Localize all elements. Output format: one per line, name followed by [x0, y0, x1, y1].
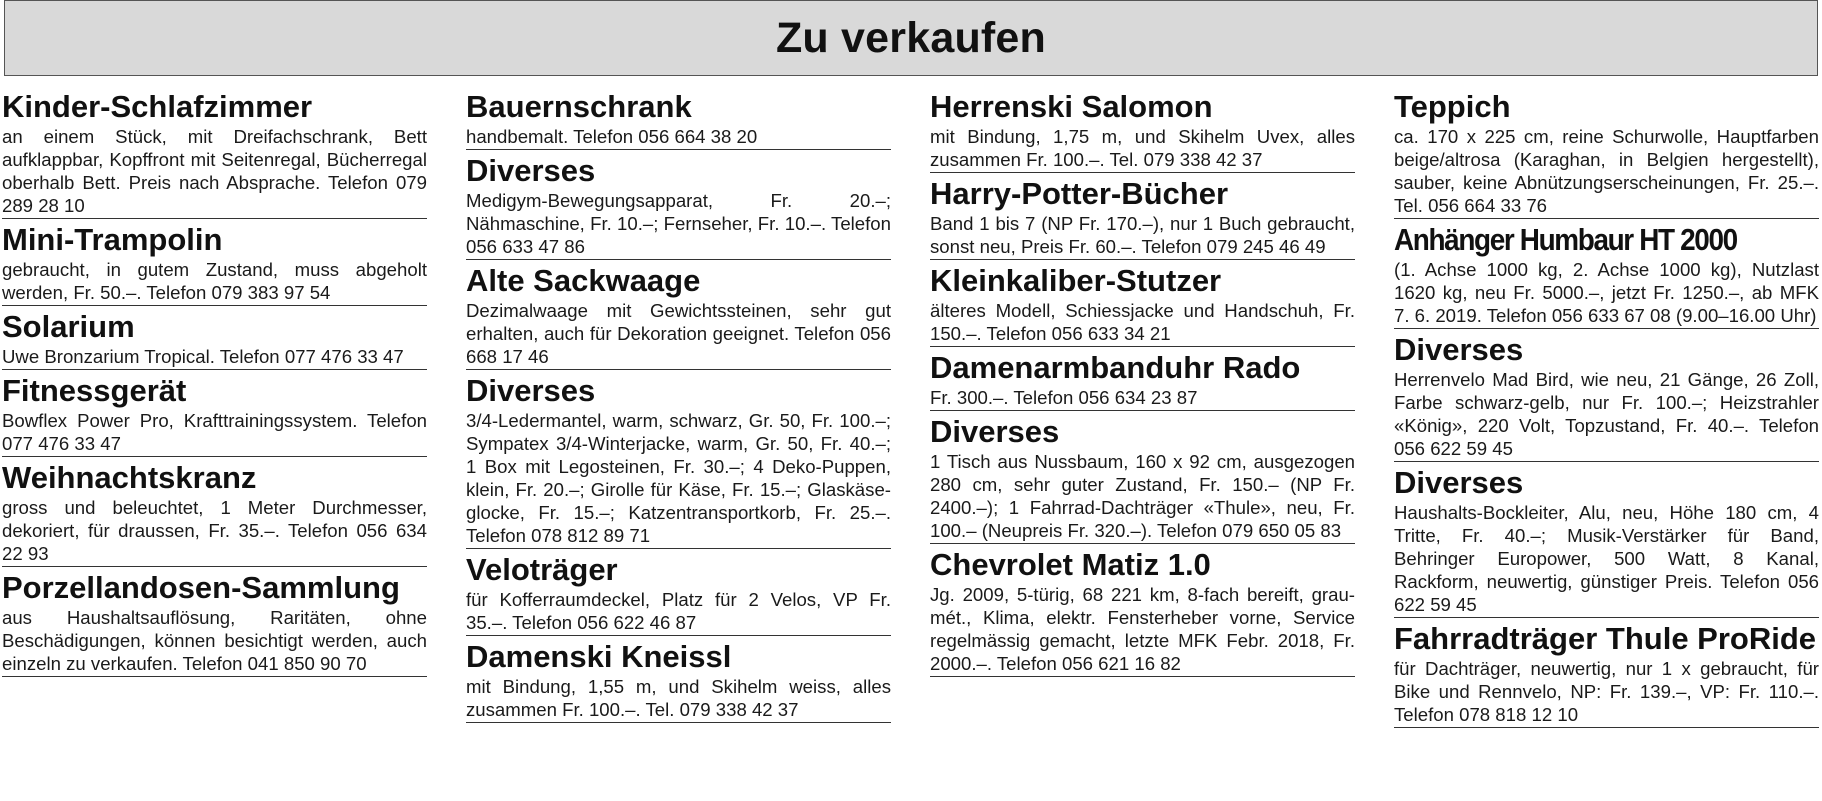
classified-ad [1394, 222, 1819, 329]
ad-text: mit Bindung, 1,55 m, und Skihelm weiss, alles zusammen Fr. 100.–. Tel. 079 338 42 37 [466, 676, 891, 720]
ad-title: Damenarmbanduhr Rado [930, 350, 1301, 385]
classified-ad [930, 414, 1355, 544]
ad-text: Uwe Bronzarium Tropical. Telefon 077 476 33 47 [2, 346, 404, 367]
ad-text: Fr. 300.–. Telefon 056 634 23 87 [930, 387, 1198, 408]
classified-ad [930, 350, 1355, 411]
classified-ad [2, 373, 427, 457]
classified-ad [1394, 465, 1819, 618]
ad-text: Bowflex Power Pro, Krafttrainingssystem. Telefon 077 476 33 47 [2, 410, 427, 454]
ad-title: Alte Sackwaage [466, 263, 701, 298]
classified-ad [1394, 89, 1819, 219]
section-banner [4, 0, 1818, 76]
ad-title: Fahrradträger Thule ProRide [1394, 621, 1817, 656]
ad-text: für Kofferraumdeckel, Platz für 2 Velos, VP Fr. 35.–. Telefon 056 622 46 87 [466, 589, 891, 633]
classified-ad [466, 373, 891, 549]
ad-text: 3/4-Ledermantel, warm, schwarz, Gr. 50, Fr. 100.–; Sympatex 3/4-Winterjacke, warm, Gr. 50, Fr. 40.–; 1 Box mit Legosteinen, Fr. 30.–; 4 Deko-Puppen, klein, Fr. 20.–; Girolle für Käse, Fr. 15.–; Glaskäseglocke, Fr. 15.–; Katzentransportkorb, Fr. 25.–. Telefon 078 812 89 71 [466, 410, 891, 546]
ad-title: Diverses [1394, 332, 1524, 367]
ad-title: Teppich [1394, 89, 1511, 124]
ad-text: Haushalts-Bockleiter, Alu, neu, Höhe 180 cm, 4 Tritte, Fr. 40.–; Musik-Verstärker für Band, Behringer Europower, 500 Watt, 8 Kanal, Rackform, neuwertig, günstiger Preis. Telefon 056 622 59 45 [1394, 502, 1819, 615]
ad-text: aus Haushaltsauflösung, Raritäten, ohne Beschädigungen, können besichtigt werden, auch einzeln zu verkaufen. Telefon 041 850 90 70 [2, 607, 427, 674]
column-2 [466, 89, 891, 726]
classified-ad [2, 570, 427, 677]
ad-title: Herrenski Salomon [930, 89, 1213, 124]
classified-ad [2, 460, 427, 567]
classified-ad [2, 89, 427, 219]
ad-title: Anhänger Humbaur HT 2000 [1394, 222, 1737, 257]
ad-title: Chevrolet Matiz 1.0 [930, 547, 1211, 582]
ad-title: Mini-Trampolin [2, 222, 223, 257]
classified-ad [930, 89, 1355, 173]
ad-title: Diverses [466, 373, 596, 408]
ad-title: Damenski Kneissl [466, 639, 732, 674]
classified-ad [1394, 332, 1819, 462]
column-3 [930, 89, 1355, 680]
ad-text: an einem Stück, mit Dreifachschrank, Bett aufklappbar, Kopffront mit Seitenregal, Bücherregal oberhalb Bett. Preis nach Absprache. Telefon 079 289 28 10 [2, 126, 427, 216]
ad-text: älteres Modell, Schiessjacke und Handschuh, Fr. 150.–. Telefon 056 633 34 21 [930, 300, 1355, 344]
ad-title: Weihnachtskranz [2, 460, 257, 495]
column-4 [1394, 89, 1819, 731]
ad-text: Band 1 bis 7 (NP Fr. 170.–), nur 1 Buch gebraucht, sonst neu, Preis Fr. 60.–. Telefon 079 245 46 49 [930, 213, 1355, 257]
ad-title: Diverses [466, 153, 596, 188]
classified-ad [1394, 621, 1819, 728]
classified-ad [930, 547, 1355, 677]
ad-text: Jg. 2009, 5-türig, 68 221 km, 8-fach bereift, grau-mét., Klima, elektr. Fensterheber vorne, Service regelmässig gemacht, letzte MFK Febr. 2018, Fr. 2000.–. Telefon 056 621 16 82 [930, 584, 1355, 674]
classified-ad [466, 552, 891, 636]
classified-ad [930, 263, 1355, 347]
ad-text: handbemalt. Telefon 056 664 38 20 [466, 126, 758, 147]
ad-title: Fitnessgerät [2, 373, 187, 408]
classified-ad [466, 639, 891, 723]
ad-text: ca. 170 x 225 cm, reine Schurwolle, Hauptfarben beige/altrosa (Karaghan, in Belgien hergestellt), sauber, keine Abnützungserscheinungen, Fr. 25.–. Tel. 056 664 33 76 [1394, 126, 1819, 216]
classified-ad [2, 222, 427, 306]
ad-title: Solarium [2, 309, 135, 344]
ad-text: 1 Tisch aus Nussbaum, 160 x 92 cm, ausgezogen 280 cm, sehr guter Zustand, Fr. 150.– (NP Fr. 2400.–); 1 Fahrrad-Dachträger «Thule», neu, Fr. 100.– (Neupreis Fr. 320.–). Telefon 079 650 05 83 [930, 451, 1355, 541]
ad-title: Kleinkaliber-Stutzer [930, 263, 1222, 298]
classified-ad [466, 153, 891, 260]
classified-ad [466, 89, 891, 150]
ad-text: gross und beleuchtet, 1 Meter Durchmesser, dekoriert, für draussen, Fr. 35.–. Telefon 056 634 22 93 [2, 497, 427, 564]
ad-title: Kinder-Schlafzimmer [2, 89, 313, 124]
ad-text: mit Bindung, 1,75 m, und Skihelm Uvex, alles zusammen Fr. 100.–. Tel. 079 338 42 37 [930, 126, 1355, 170]
classified-ad [466, 263, 891, 370]
classified-ad [2, 309, 427, 370]
ad-text: gebraucht, in gutem Zustand, muss abgeholt werden, Fr. 50.–. Telefon 079 383 97 54 [2, 259, 427, 303]
ad-text: (1. Achse 1000 kg, 2. Achse 1000 kg), Nutzlast 1620 kg, neu Fr. 5000.–, jetzt Fr. 1250.–, ab MFK 7. 6. 2019. Telefon 056 633 67 08 (9.00–16.00 Uhr) [1394, 259, 1819, 326]
ad-title: Porzellandosen-Sammlung [2, 570, 400, 605]
classified-ad [930, 176, 1355, 260]
ad-title: Diverses [930, 414, 1060, 449]
column-1 [2, 89, 427, 680]
ad-text: Dezimalwaage mit Gewichtssteinen, sehr gut erhalten, auch für Dekoration geeignet. Telefon 056 668 17 46 [466, 300, 891, 367]
ad-text: für Dachträger, neuwertig, nur 1 x gebraucht, für Bike und Rennvelo, NP: Fr. 139.–, VP: Fr. 110.–. Telefon 078 818 12 10 [1394, 658, 1819, 725]
ad-text: Herrenvelo Mad Bird, wie neu, 21 Gänge, 26 Zoll, Farbe schwarz-gelb, nur Fr. 100.–; Heizstrahler «König», 220 Volt, Topzustand, Fr. 40.–. Telefon 056 622 59 45 [1394, 369, 1819, 459]
ad-title: Diverses [1394, 465, 1524, 500]
ad-title: Bauernschrank [466, 89, 692, 124]
ad-title: Harry-Potter-Bücher [930, 176, 1229, 211]
ad-text: Medigym-Bewegungsapparat, Fr. 20.–; Nähmaschine, Fr. 10.–; Fernseher, Fr. 10.–. Telefon 056 633 47 86 [466, 190, 891, 257]
section-title: Zu verkaufen [775, 13, 1047, 62]
ad-title: Veloträger [466, 552, 618, 587]
